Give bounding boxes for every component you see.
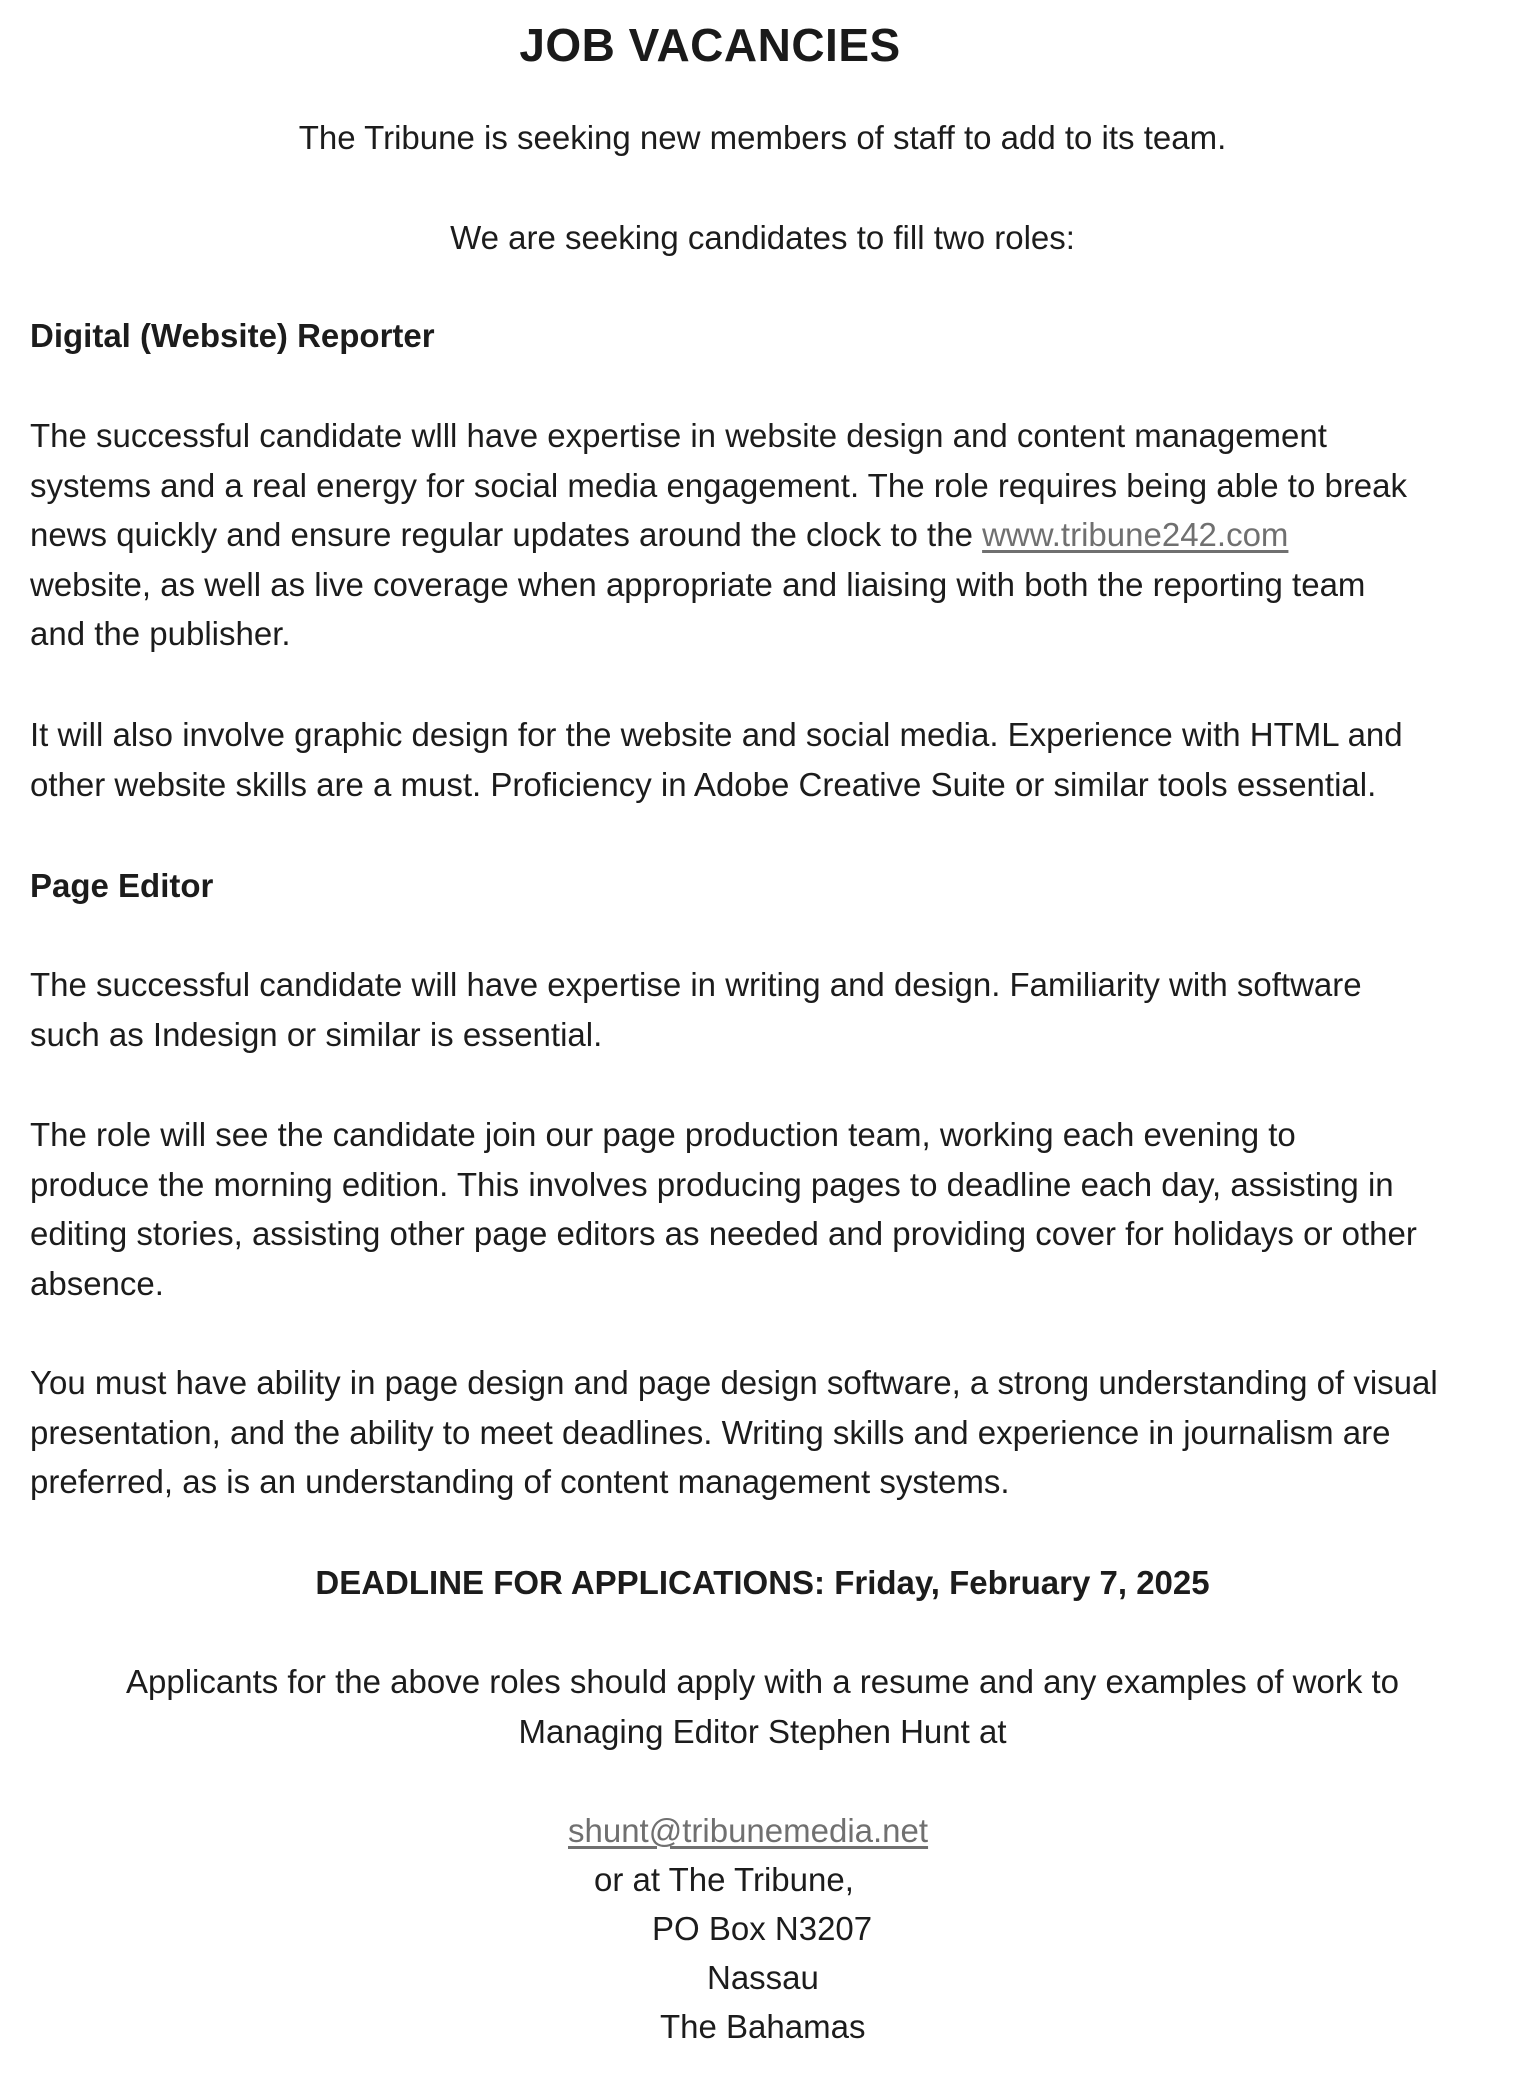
text-line: The successful candidate will have expertise in writing and design. Familiarity with software (30, 966, 1362, 1003)
text-line: You must have ability in page design and page design software, a strong understanding of visual (30, 1364, 1438, 1401)
page-editor-paragraph-1 (30, 960, 1510, 1059)
text-line (30, 510, 1510, 560)
text-line: The successful candidate wlll have expertise in website design and content management (30, 417, 1327, 454)
page-editor-paragraph-3 (30, 1358, 1510, 1507)
text-line: systems and a real energy for social media engagement. The role requires being able to break (30, 466, 1408, 504)
apply-line-2: Managing Editor Stephen Hunt at (518, 1713, 1007, 1750)
text-fragment: news quickly and ensure regular updates around the clock to the (30, 516, 983, 553)
text-line: other website skills are a must. Proficiency in Adobe Creative Suite or similar tools essential. (30, 765, 1377, 803)
text-line: and the publisher. (30, 615, 291, 652)
text-line: editing stories, assisting other page editors as needed and providing cover for holidays or other (30, 1215, 1417, 1252)
role-heading-digital-reporter: Digital (Website) Reporter (30, 317, 435, 354)
text-line: website, as well as live coverage when appropriate and liaising with both the reporting team (30, 565, 1366, 603)
contact-email-link[interactable]: shunt@tribunemedia.net (568, 1812, 929, 1849)
address-line-3: Nassau (707, 1959, 819, 1996)
intro-line-2: We are seeking candidates to fill two roles: (450, 219, 1075, 256)
text-line: such as Indesign or similar is essential. (30, 1015, 603, 1053)
page-title: JOB VACANCIES (519, 19, 901, 71)
digital-reporter-paragraph-2 (30, 710, 1510, 809)
text-line: It will also involve graphic design for the website and social media. Experience with HTML and (30, 716, 1403, 753)
page-editor-paragraph-2 (30, 1110, 1510, 1308)
text-line: The role will see the candidate join our page production team, working each evening to (30, 1116, 1296, 1153)
address-line-4: The Bahamas (660, 2008, 866, 2045)
text-line: presentation, and the ability to meet deadlines. Writing skills and experience in journalism are (30, 1413, 1391, 1451)
text-line: absence. (30, 1264, 164, 1302)
intro-line-1: The Tribune is seeking new members of staff to add to its team. (298, 119, 1227, 156)
apply-line-1: Applicants for the above roles should apply with a resume and any examples of work to (125, 1663, 1400, 1700)
tribune-website-link[interactable]: www.tribune242.com (982, 516, 1289, 553)
text-line: preferred, as is an understanding of content management systems. (30, 1463, 1010, 1500)
address-line-1: or at The Tribune, (594, 1861, 854, 1898)
role-heading-page-editor: Page Editor (30, 867, 214, 904)
address-line-2: PO Box N3207 (652, 1910, 873, 1947)
text-line: produce the morning edition. This involves producing pages to deadline each day, assisting in (30, 1165, 1394, 1203)
application-deadline: DEADLINE FOR APPLICATIONS: Friday, February 7, 2025 (315, 1564, 1210, 1601)
digital-reporter-paragraph-1 (30, 411, 1510, 659)
